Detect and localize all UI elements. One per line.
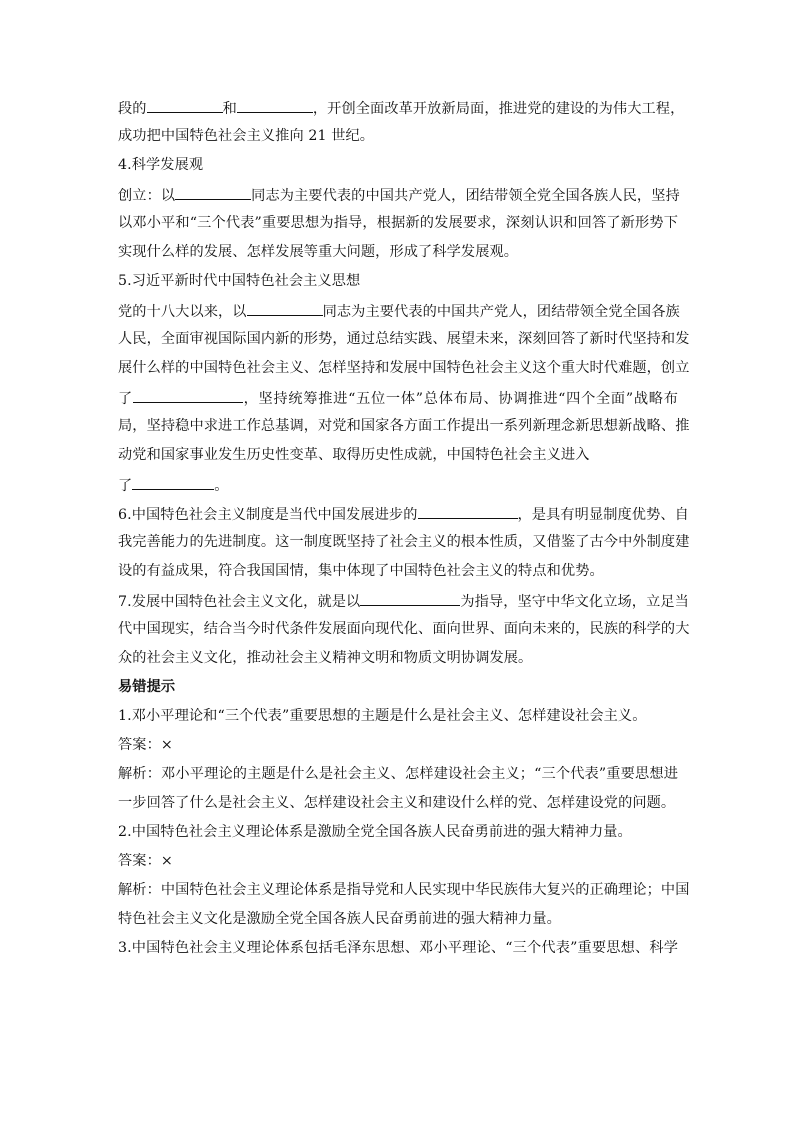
text-segment: ，坚持统筹推进“五位一体”总体布局、协调推进“四个全面”战略布: [242, 391, 678, 407]
text-segment: 人民，全面审视国际国内新的形势，通过总结实践、展望未来，深刻回答了新时代坚持和发: [118, 331, 690, 347]
subheading: [118, 272, 678, 290]
fill-blank[interactable]: [247, 301, 323, 316]
text-segment: 党的十八大以来，以: [118, 304, 247, 320]
explanation-line: 一步回答了什么是社会主义、怎样建设社会主义和建设什么样的党、怎样建设党的问题。: [118, 795, 676, 811]
text-line: [118, 649, 678, 667]
text-segment: 解析：中国特色社会主义理论体系是指导党和人民实现中华民族伟大复兴的正确理论；中国: [118, 882, 690, 898]
text-line: [118, 620, 690, 638]
text-segment: 7.发展中国特色社会主义文化，就是以: [118, 594, 361, 610]
document-page: [118, 98, 690, 968]
text-segment: 同志为主要代表的中国共产党人，团结带领全党全国各族: [322, 304, 680, 320]
text-line: [118, 127, 678, 145]
text-segment: 为指导，坚守中华文化立场，立足当: [460, 594, 689, 610]
text-segment: 动党和国家事业发生历史性变革、取得历史性成就，中国特色社会主义进入: [118, 447, 590, 463]
text-line: [118, 243, 678, 261]
text-segment: 6.中国特色社会主义制度是当代中国发展进步的: [118, 507, 418, 523]
explanation-line: [118, 881, 690, 899]
text-segment: 。: [214, 478, 229, 494]
fill-blank[interactable]: [147, 98, 223, 113]
text-line: [118, 475, 678, 493]
question-line: [118, 939, 678, 957]
text-segment: 同志为主要代表的中国共产党人，团结带领全党全国各族人民，坚持: [251, 188, 680, 204]
fill-blank[interactable]: [132, 475, 214, 490]
answer-line: 答案：×: [118, 853, 173, 869]
fill-blank[interactable]: [360, 591, 460, 606]
fill-blank[interactable]: [175, 185, 251, 200]
text-segment: 代中国现实，结合当今时代条件发展面向现代化、面向世界、面向未来的，民族的科学的大: [118, 621, 690, 637]
text-line: [118, 446, 678, 464]
text-line: [118, 562, 678, 580]
text-line: [118, 301, 678, 319]
text-line: [118, 533, 690, 551]
fill-blank[interactable]: [418, 504, 518, 519]
answer-line: 答案：×: [118, 737, 173, 753]
text-segment: 创立：以: [118, 188, 176, 204]
text-segment: 成功把中国特色社会主义推向 21 世纪。: [118, 128, 375, 144]
text-line: [118, 417, 690, 435]
fill-blank[interactable]: [133, 388, 243, 403]
text-segment: 我完善能力的先进制度。这一制度既坚持了社会主义的根本性质，又借鉴了古今中外制度建: [118, 534, 690, 550]
text-segment: 了: [118, 478, 133, 494]
text-segment: 解析：邓小平理论的主题是什么是社会主义、怎样建设社会主义；“三个代表”重要思想进: [118, 766, 678, 782]
text-segment: ，是具有明显制度优势、自: [517, 507, 689, 523]
text-segment: 局，坚持稳中求进工作总基调，对党和国家各方面工作提出一系列新理念新思想新战略、推: [118, 418, 690, 434]
text-line: [118, 185, 678, 203]
subheading: [118, 156, 678, 174]
text-segment: 3.中国特色社会主义理论体系包括毛泽东思想、邓小平理论、“三个代表”重要思想、科学: [118, 940, 678, 956]
text-segment: 设的有益成果，符合我国国情，集中体现了中国特色社会主义的特点和优势。: [118, 563, 604, 579]
text-line: [118, 98, 685, 117]
text-segment: 以邓小平和“三个代表”重要思想为指导，根据新的发展要求，深刻认识和回答了新形势下: [118, 215, 678, 231]
text-line: [118, 214, 678, 232]
text-line: [118, 504, 689, 523]
explanation-line: 特色社会主义文化是激励全党全国各族人民奋勇前进的强大精神力量。: [118, 911, 561, 927]
text-line: [118, 388, 678, 406]
text-line: [118, 359, 690, 377]
text-segment: 和: [222, 101, 237, 117]
explanation-line: [118, 765, 678, 783]
fill-blank[interactable]: [237, 98, 313, 113]
section-heading: 易错提示: [118, 679, 176, 695]
question-line: 1.邓小平理论和“三个代表”重要思想的主题是什么是社会主义、怎样建设社会主义。: [118, 708, 647, 724]
text-segment: 了: [118, 391, 133, 407]
text-line: [118, 591, 689, 610]
text-segment: 展什么样的中国特色社会主义、怎样坚持和发展中国特色社会主义这个重大时代难题，创立: [118, 360, 690, 376]
question-line: 2.中国特色社会主义理论体系是激励全党全国各族人民奋勇前进的强大精神力量。: [118, 824, 632, 840]
text-segment: 5.习近平新时代中国特色社会主义思想: [118, 273, 361, 289]
text-segment: 4.科学发展观: [118, 157, 204, 173]
text-line: [118, 330, 690, 348]
text-segment: ，开创全面改革开放新局面，推进党的建设的为伟大工程，: [312, 101, 685, 117]
text-segment: 众的社会主义文化，推动社会主义精神文明和物质文明协调发展。: [118, 650, 533, 666]
text-segment: 实现什么样的发展、怎样发展等重大问题，形成了科学发展观。: [118, 244, 519, 260]
text-segment: 段的: [118, 101, 147, 117]
